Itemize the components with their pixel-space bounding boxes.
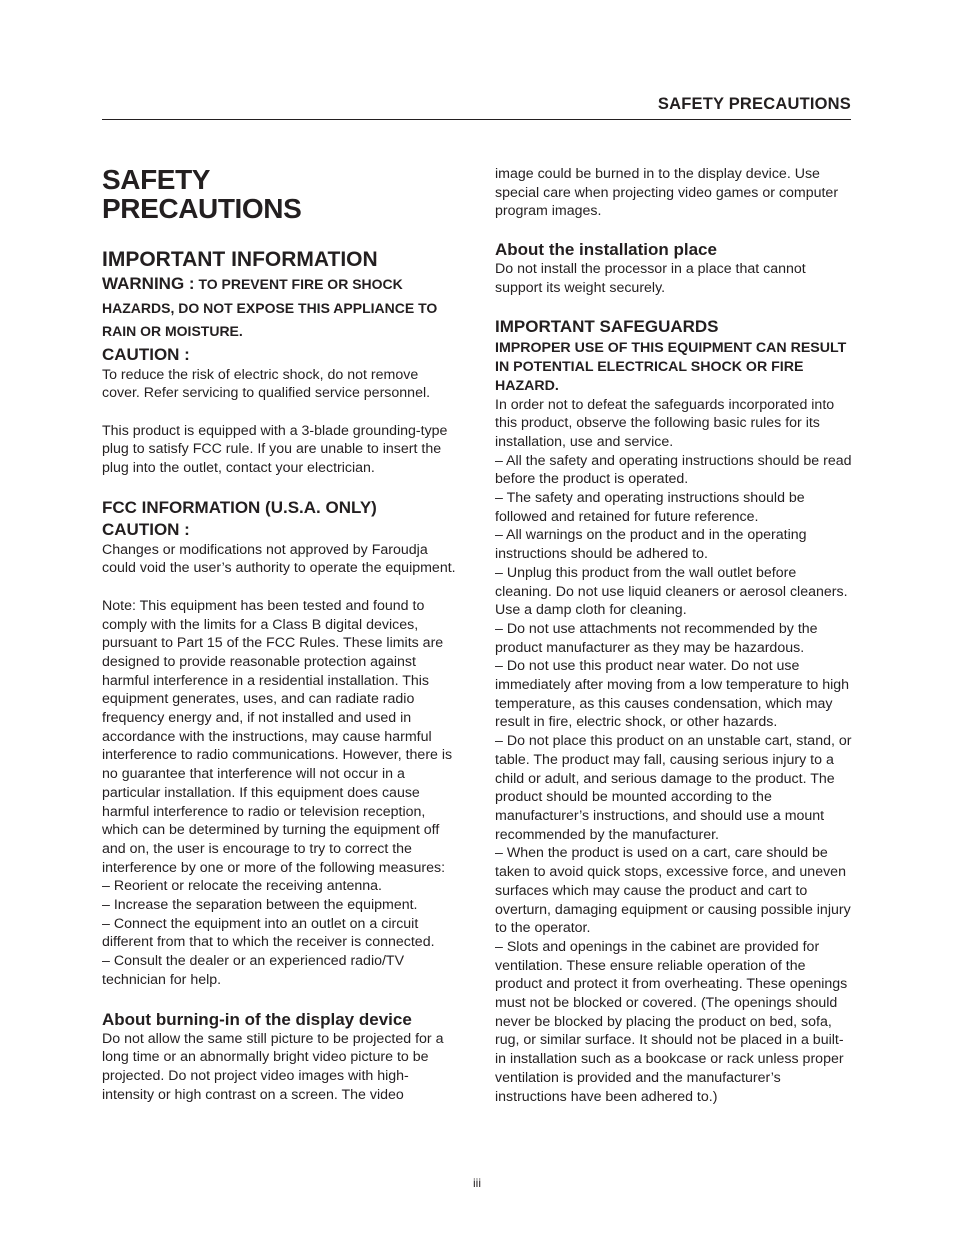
burning-in-text: Do not allow the same still picture to be projected for a long time or an abnormally bright video picture to be projected. Do not project video images with high-intensity or high contrast on a screen. The video	[102, 1030, 444, 1103]
fcc-measure: – Connect the equipment into an outlet on a circuit different from that to which the receiver is connected.	[102, 915, 435, 951]
fcc-measure: – Consult the dealer or an experienced radio/TV technician for help.	[102, 953, 405, 988]
fcc-measure: – Reorient or relocate the receiving antenna.	[102, 878, 382, 895]
caution-text: To reduce the risk of electric shock, do not remove cover. Refer servicing to qualified service personnel.	[102, 366, 431, 402]
fcc-heading: FCC INFORMATION (U.S.A. ONLY)	[102, 497, 377, 517]
safeguards-rule: – All the safety and operating instructions should be read before the product is operated.	[495, 452, 852, 488]
warning-text: TO PREVENT FIRE OR SHOCK HAZARDS, DO NOT EXPOSE THIS APPLIANCE TO RAIN OR MOISTURE.	[102, 276, 438, 339]
page-title-line2: PRECAUTIONS	[102, 193, 302, 224]
page-number: iii	[473, 1176, 481, 1190]
safeguards-rule: – When the product is used on a cart, care should be taken to avoid quick stops, excessive force, and uneven surfaces which may cause the product and cart to overturn, damaging equipment or causing possible injury to the operator.	[495, 845, 851, 937]
page-title	[102, 165, 458, 223]
safeguards-intro: In order not to defeat the safeguards incorporated into this product, observe the following basic rules for its installation, use and service.	[495, 396, 835, 450]
burning-in-heading: About burning-in of the display device	[102, 1009, 412, 1029]
safeguards-rule: – All warnings on the product and in the operating instructions should be adhered to.	[495, 527, 807, 563]
installation-place-text: Do not install the processor in a place that cannot support its weight securely.	[495, 261, 806, 296]
burning-in-text-continued: image could be burned in to the display device. Use special care when projecting video games or computer program images.	[495, 166, 839, 220]
grounding-text: This product is equipped with a 3-blade grounding-type plug to satisfy FCC rule. If you are unable to insert the plug into the outlet, contact your electrician.	[102, 422, 448, 476]
warning-statement	[102, 272, 458, 344]
fcc-measure: – Increase the separation between the equipment.	[102, 897, 418, 914]
fcc-caution-text: Changes or modifications not approved by Faroudja could void the user’s authority to operate the equipment.	[102, 541, 456, 577]
safeguards-rule: – The safety and operating instructions should be followed and retained for future reference.	[495, 490, 805, 525]
important-information-heading: IMPORTANT INFORMATION	[102, 248, 378, 271]
safeguards-warning: IMPROPER USE OF THIS EQUIPMENT CAN RESULT IN POTENTIAL ELECTRICAL SHOCK OR FIRE HAZARD.	[495, 339, 847, 394]
safeguards-rule: – Do not use this product near water. Do not use immediately after moving from a low temperature to high temperature, as this causes condensation, which may result in fire, electric shock, or other hazards.	[495, 658, 850, 731]
safeguards-rule: – Slots and openings in the cabinet are provided for ventilation. These ensure reliable operation of the product and protect it from overheating. These openings must not be blocked or covered. (The openings should never be blocked by placing the product on bed, sofa, rug, or similar surface. It should not be placed in a built-in installation such as a bookcase or rack unless proper ventilation is provided and the manufacturer’s instructions have been adhered to.)	[495, 938, 848, 1105]
right-column	[495, 165, 853, 1106]
safeguards-rule: – Unplug this product from the wall outlet before cleaning. Do not use liquid cleaners or aerosol cleaners. Use a damp cloth for cleaning.	[495, 564, 848, 619]
page-title-line1: SAFETY	[102, 164, 211, 195]
safeguards-rule: – Do not place this product on an unstable cart, stand, or table. The product may fall, causing serious injury to a child or adult, and serious damage to the product. The product should be mounted according to the manufacturer’s instructions, and should use a mount recommended by the manufacturer.	[495, 733, 852, 843]
safeguards-heading: IMPORTANT SAFEGUARDS	[495, 316, 719, 336]
left-column	[102, 165, 458, 1104]
caution-label: CAUTION :	[102, 344, 190, 364]
header-rule	[102, 119, 851, 120]
fcc-caution-label: CAUTION :	[102, 519, 190, 539]
running-header: SAFETY PRECAUTIONS	[657, 95, 851, 113]
warning-label: WARNING :	[102, 274, 195, 293]
safeguards-rule: – Do not use attachments not recommended by the product manufacturer as they may be hazardous.	[495, 620, 818, 656]
installation-place-heading: About the installation place	[495, 240, 717, 260]
fcc-note-text: Note: This equipment has been tested and found to comply with the limits for a Class B digital devices, pursuant to Part 15 of the FCC Rules. These limits are designed to provide reasonable protection against harmful interference in a residential installation. This equipment generates, uses, and can radiate radio frequency energy and, if not installed and used in accordance with the instructions, may cause harmful interference to radio communications. However, there is no guarantee that interference will not occur in a particular installation. If this equipment does cause harmful interference to radio or television reception, which can be determined by turning the equipment off and on, the user is encourage to try to correct the interference by one or more of the following measures:	[102, 597, 453, 876]
